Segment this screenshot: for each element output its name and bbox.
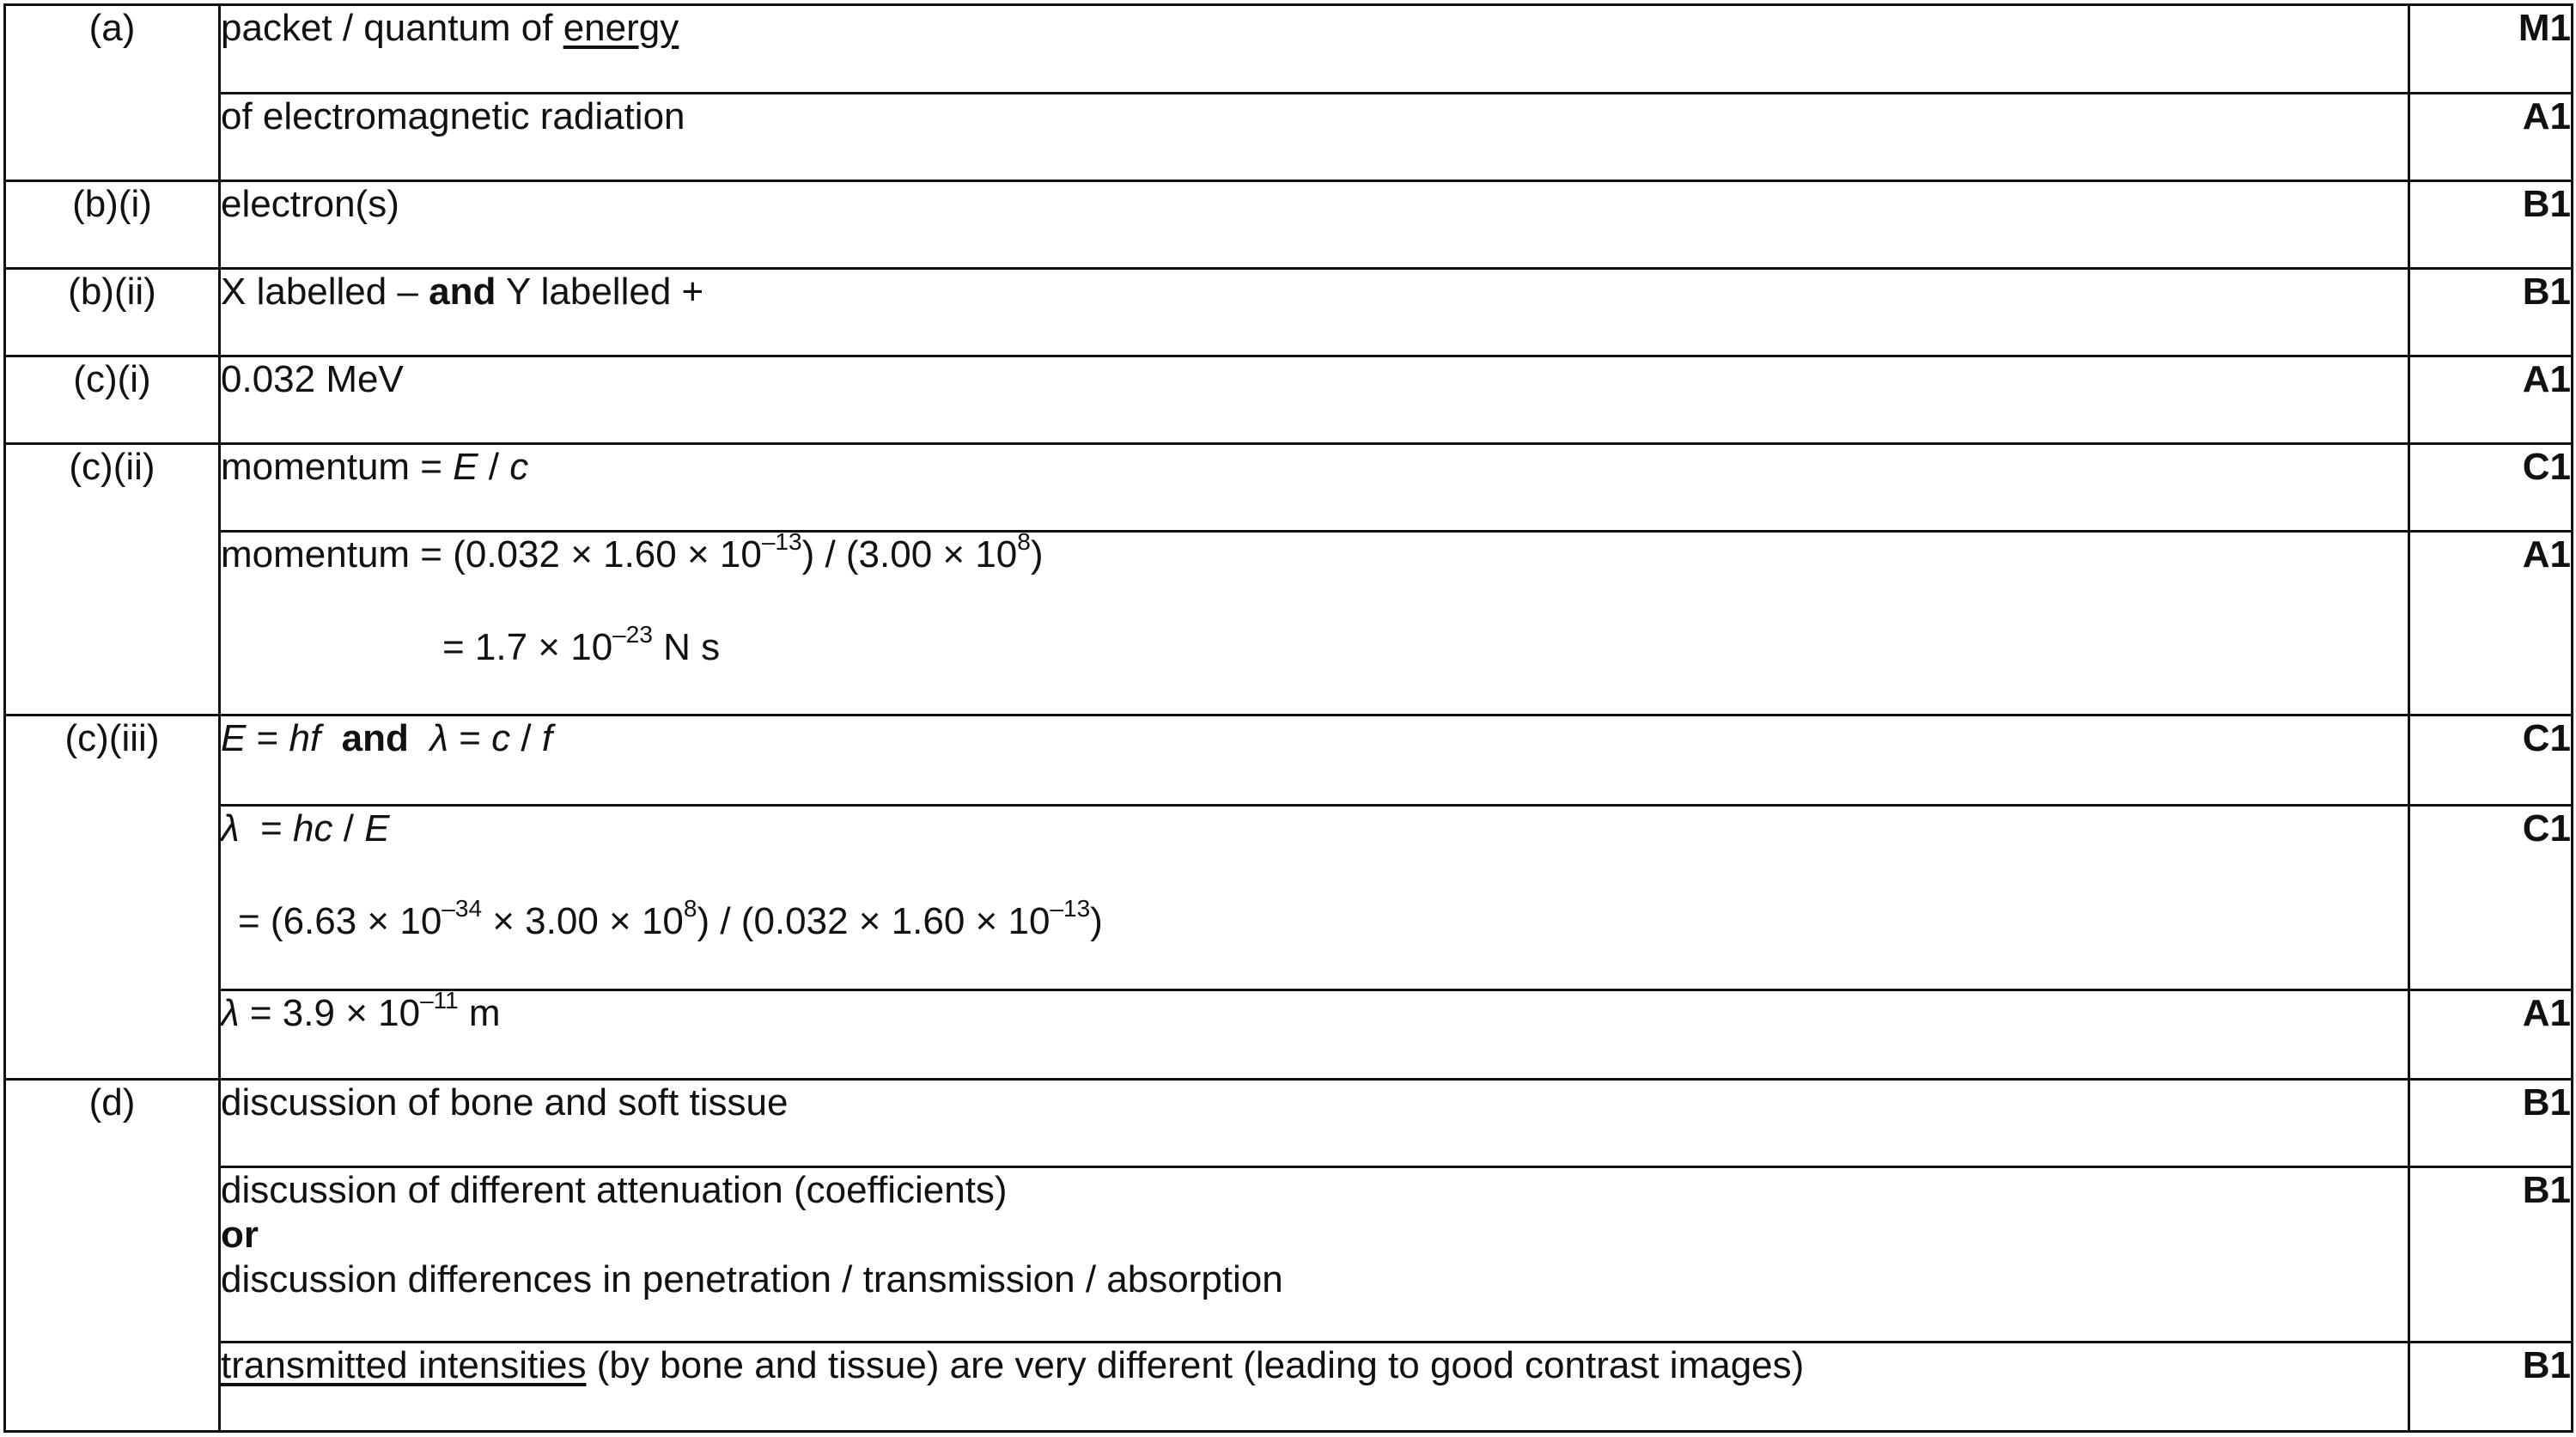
working-text: = (6.63 × 10: [238, 900, 442, 942]
symbol-f: f: [541, 717, 553, 759]
answer-text: =: [239, 807, 294, 849]
mark-cell: B1: [2409, 181, 2573, 269]
exponent: –13: [761, 528, 802, 556]
answer-text: /: [478, 446, 510, 488]
exponent: –34: [442, 895, 483, 922]
working-text: ): [1090, 900, 1103, 942]
mark-cell: A1: [2409, 356, 2573, 444]
question-number: (b)(ii): [5, 269, 220, 356]
answer-cell: [220, 987, 2409, 1080]
answer-text: Y labelled +: [496, 271, 704, 313]
mark-cell: A1: [2409, 990, 2573, 1080]
table-row: [5, 1080, 2573, 1167]
unit-text: N s: [652, 626, 721, 668]
symbol-c: c: [491, 717, 511, 759]
answer-cell: [220, 715, 2409, 806]
table-row: [5, 269, 2573, 356]
answer-bold: and: [429, 271, 496, 313]
answer-cell: [220, 269, 2409, 356]
table-row: [5, 1343, 2573, 1432]
working-text: ) / (0.032 × 1.60 × 10: [697, 900, 1050, 942]
mark-cell: B1: [2409, 1343, 2573, 1432]
answer-cell: 0.032 MeV: [220, 356, 2409, 444]
question-number: (a): [5, 5, 220, 181]
mark-cell: B1: [2409, 269, 2573, 356]
table-row: [5, 715, 2573, 806]
question-number: (d): [5, 1080, 220, 1432]
answer-cell: [220, 444, 2409, 532]
symbol-lambda: λ: [221, 992, 240, 1034]
table-row: [5, 806, 2573, 990]
table-row: [5, 990, 2573, 1080]
mark-cell: M1: [2409, 5, 2573, 94]
mark-cell: B1: [2409, 1167, 2573, 1343]
table-row: [5, 356, 2573, 444]
working-line: [221, 528, 2408, 577]
answer-underlined: energy: [563, 7, 679, 49]
unit-text: m: [458, 992, 501, 1034]
answer-cell: electron(s): [220, 181, 2409, 269]
symbol-E: E: [453, 446, 478, 488]
exponent: –11: [420, 987, 459, 1014]
answer-text: /: [510, 717, 542, 759]
answer-text: (by bone and tissue) are very different (leading to good contrast images): [586, 1344, 1805, 1386]
question-number: (c)(ii): [5, 444, 220, 715]
table-row: [5, 5, 2573, 94]
mark-cell: A1: [2409, 532, 2573, 715]
answer-cell: [220, 5, 2409, 94]
answer-line: discussion of different attenuation (coefficients): [221, 1169, 1008, 1211]
working-text: momentum = (0.032 × 1.60 × 10: [221, 533, 762, 575]
symbol-E: E: [364, 807, 390, 849]
answer-text: =: [448, 717, 492, 759]
working-line: [221, 895, 2408, 944]
exponent: 8: [683, 895, 697, 922]
result-text: = 1.7 × 10: [442, 626, 613, 668]
answer-or: or: [221, 1214, 259, 1256]
table-row: [5, 94, 2573, 181]
answer-cell: of electromagnetic radiation: [220, 94, 2409, 181]
symbol-hc: hc: [293, 807, 333, 849]
symbol-E: E: [221, 717, 247, 759]
working-text: ): [1030, 533, 1044, 575]
table-row: [5, 181, 2573, 269]
formula-line: [221, 807, 2408, 851]
answer-cell: [220, 1167, 2409, 1343]
table-row: [5, 1167, 2573, 1343]
exponent: 8: [1017, 528, 1031, 556]
symbol-lambda: λ: [221, 807, 240, 849]
answer-text: packet / quantum of: [221, 7, 563, 49]
symbol-lambda: λ: [429, 717, 448, 759]
mark-cell: C1: [2409, 806, 2573, 990]
mark-cell: B1: [2409, 1080, 2573, 1167]
result-line: [221, 621, 2408, 670]
table-row: [5, 532, 2573, 715]
answer-text: X labelled –: [221, 271, 429, 313]
mark-cell: C1: [2409, 715, 2573, 806]
mark-scheme-table: [3, 3, 2573, 1433]
mark-cell: A1: [2409, 94, 2573, 181]
answer-text: = 3.9 × 10: [239, 992, 421, 1034]
answer-text: =: [246, 717, 289, 759]
question-number: (c)(iii): [5, 715, 220, 1080]
answer-underlined: transmitted intensities: [221, 1344, 587, 1386]
question-number: (b)(i): [5, 181, 220, 269]
answer-cell: [220, 806, 2409, 990]
answer-bold: and: [320, 717, 430, 759]
symbol-hf: hf: [289, 717, 321, 759]
answer-line: discussion differences in penetration / transmission / absorption: [221, 1258, 1283, 1300]
mark-cell: C1: [2409, 444, 2573, 532]
exponent: –23: [612, 621, 653, 648]
question-number: (c)(i): [5, 356, 220, 444]
answer-text: /: [332, 807, 365, 849]
working-text: × 3.00 × 10: [482, 900, 684, 942]
answer-cell: [220, 528, 2409, 715]
answer-text: momentum =: [221, 446, 454, 488]
symbol-c: c: [509, 446, 529, 488]
answer-cell: [220, 1343, 2409, 1432]
answer-cell: discussion of bone and soft tissue: [220, 1080, 2409, 1167]
working-text: ) / (3.00 × 10: [801, 533, 1018, 575]
exponent: –13: [1050, 895, 1091, 922]
table-row: [5, 444, 2573, 532]
